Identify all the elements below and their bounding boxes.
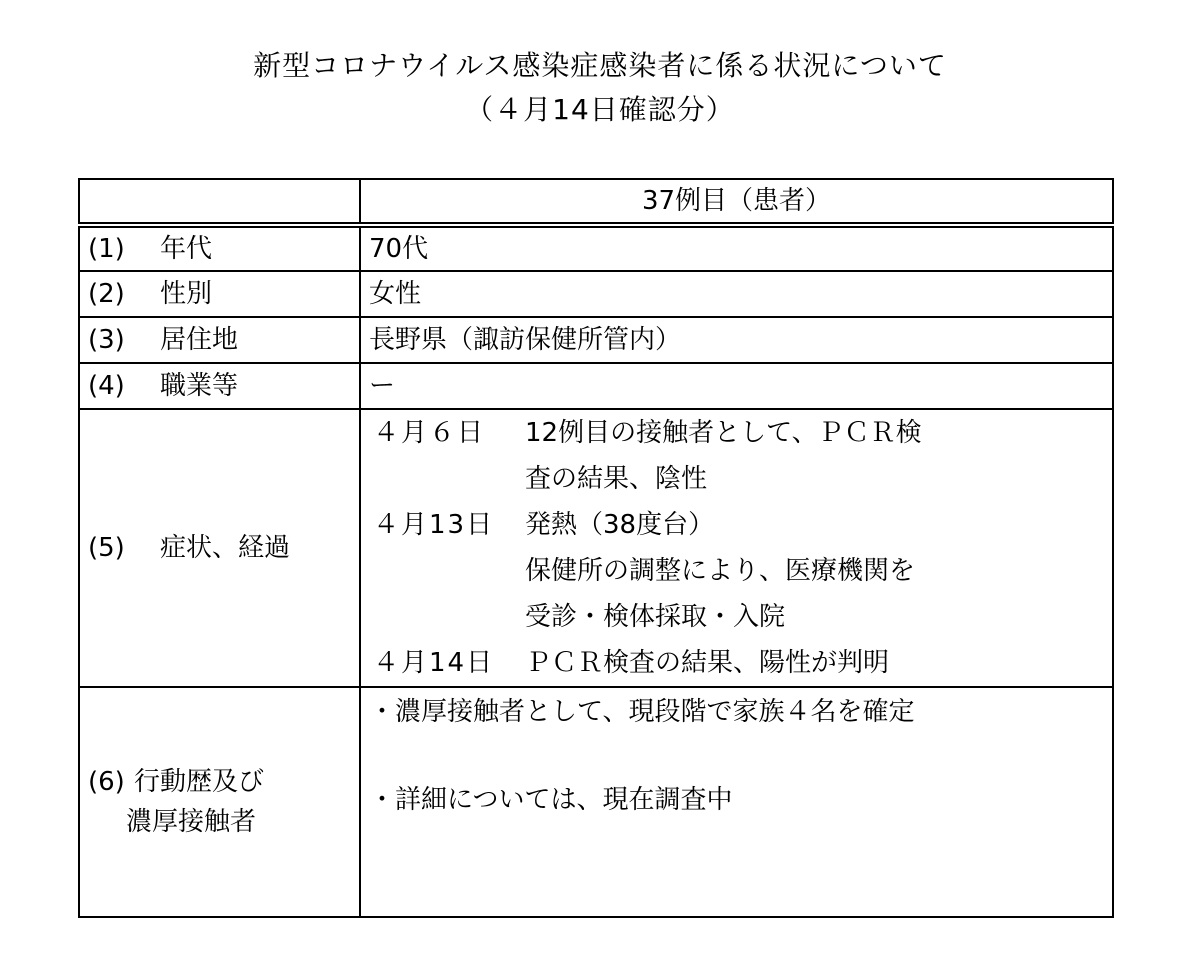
table-row	[79, 225, 1113, 271]
document-subtitle: （４月14日確認分）	[465, 93, 735, 126]
course-date: ４月13日	[373, 510, 495, 540]
item-label: 職業等	[160, 371, 239, 401]
row-label-sex	[79, 271, 360, 317]
item-label: 居住地	[160, 325, 239, 355]
course-date: ４月14日	[373, 648, 495, 678]
table-row-contacts	[79, 687, 1113, 917]
item-number: (4)	[88, 371, 125, 401]
course-date: ４月６日	[373, 418, 486, 448]
row-value-age: 70代	[360, 225, 1113, 271]
item-number: (6)	[88, 767, 125, 797]
row-value-occupation: ー	[360, 363, 1113, 409]
item-number: (3)	[88, 325, 125, 355]
item-label: 年代	[160, 234, 213, 264]
course-text: 発熱（38度台）	[525, 510, 715, 540]
row-label-course	[79, 409, 360, 687]
table-row	[79, 363, 1113, 409]
course-entry	[369, 640, 1104, 686]
document-title: 新型コロナウイルス感染症感染者に係る状況について	[253, 49, 947, 82]
course-entry	[369, 548, 1104, 594]
item-number: (1)	[88, 234, 125, 264]
row-label-occupation	[79, 363, 360, 409]
course-text: ＰＣＲ検査の結果、陽性が判明	[525, 648, 890, 678]
course-text: 保健所の調整により、医療機関を	[525, 556, 916, 586]
contacts-item: ・濃厚接触者として、現段階で家族４名を確定	[369, 697, 915, 727]
course-entry	[369, 410, 1104, 456]
item-label-line2: 濃厚接触者	[126, 807, 257, 837]
row-label-contacts	[79, 687, 360, 917]
course-text: 受診・検体採取・入院	[525, 602, 786, 632]
contacts-spacer	[369, 734, 1104, 778]
row-label-age	[79, 225, 360, 271]
table-row	[79, 317, 1113, 363]
row-value-sex: 女性	[360, 271, 1113, 317]
course-entry	[369, 456, 1104, 502]
course-text: 査の結果、陰性	[525, 464, 708, 494]
course-entry	[369, 594, 1104, 640]
row-label-residence	[79, 317, 360, 363]
item-label: 行動歴及び	[134, 767, 265, 797]
course-entry	[369, 502, 1104, 548]
case-title-cell: 37例目（患者）	[360, 179, 1113, 225]
table-header-row	[79, 179, 1113, 225]
item-label: 性別	[160, 279, 213, 309]
course-text: 12例目の接触者として、ＰＣＲ検	[525, 418, 922, 448]
row-value-course	[360, 409, 1113, 687]
item-label: 症状、経過	[160, 533, 291, 563]
table-row	[79, 271, 1113, 317]
header-empty-cell	[79, 179, 360, 225]
row-value-contacts	[360, 687, 1113, 917]
case-report-table	[78, 178, 1114, 918]
item-number: (2)	[88, 279, 125, 309]
row-value-residence: 長野県（諏訪保健所管内）	[360, 317, 1113, 363]
table-row-course	[79, 409, 1113, 687]
item-number: (5)	[88, 533, 125, 563]
contacts-item: ・詳細については、現在調査中	[369, 785, 733, 815]
